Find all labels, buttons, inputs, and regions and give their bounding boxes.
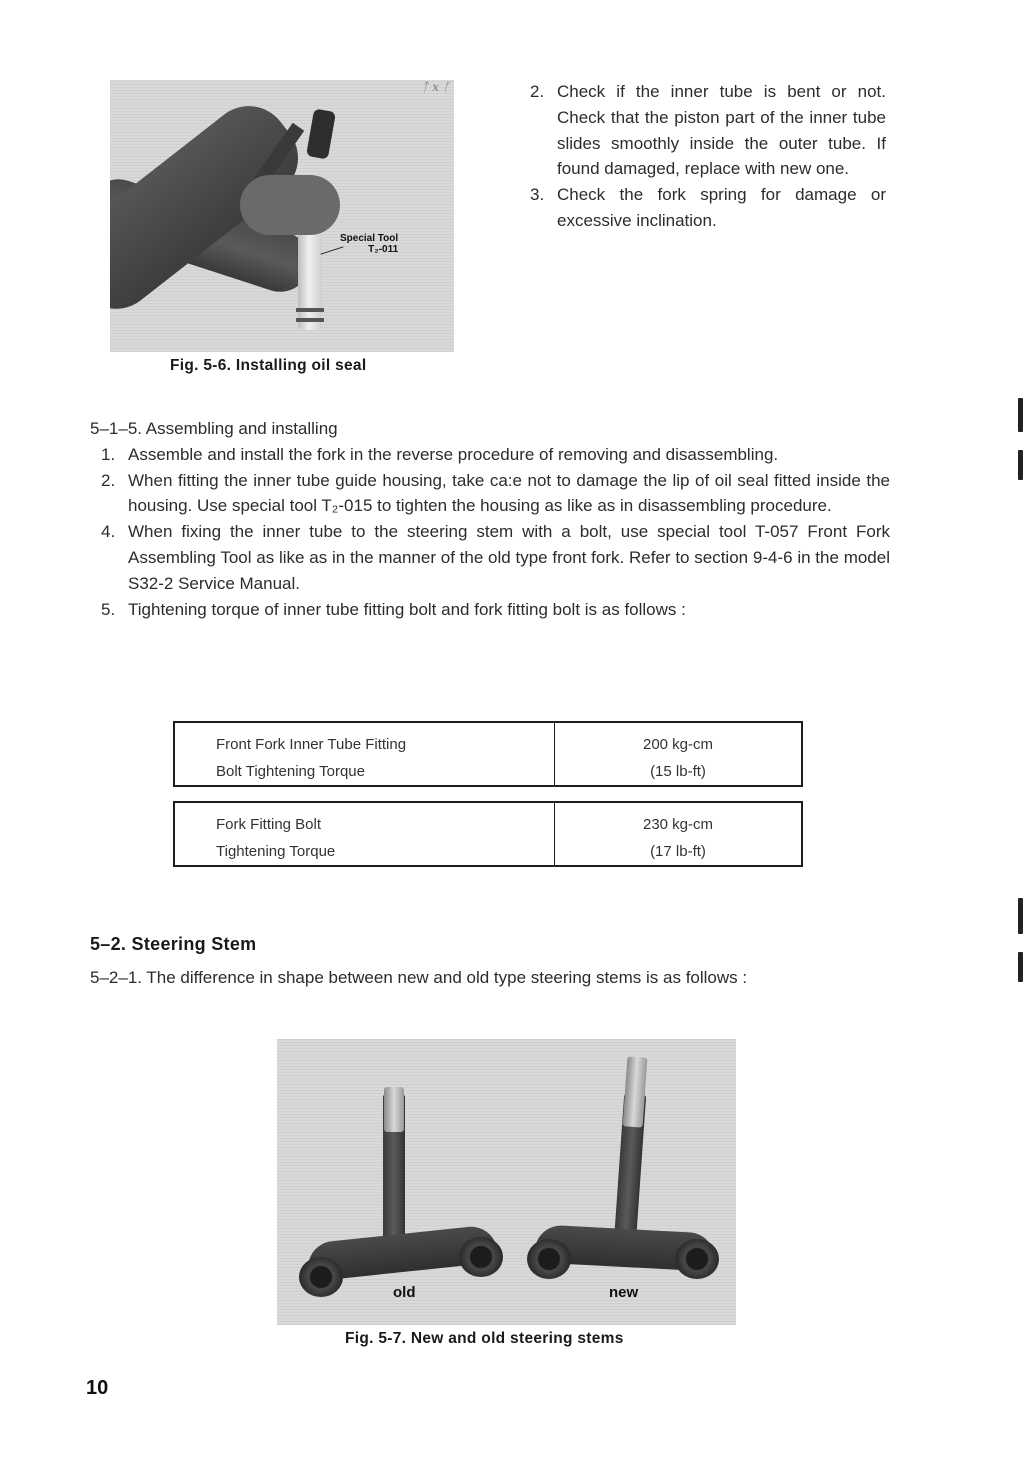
torque-value-imperial: (17 lb-ft) <box>650 842 706 860</box>
item-number: 4. <box>101 522 116 542</box>
binding-edge-mark <box>1018 898 1023 934</box>
torque-label-cell <box>175 723 555 785</box>
list-item <box>530 79 886 182</box>
page-number: 10 <box>86 1377 109 1399</box>
old-stem-right-boss <box>459 1237 503 1277</box>
item-text: Assemble and install the fork in the reverse procedure of removing and disassembling. <box>128 444 779 464</box>
item-text: Check if the inner tube is bent or not. Check that the piston part of the inner tube slides smoothly inside the outer tube. If found damaged, replace with new one. <box>557 82 886 179</box>
torque-label-line2: Bolt Tightening Torque <box>216 762 365 780</box>
figure-5-6-caption: Fig. 5-6. Installing oil seal <box>170 357 367 374</box>
new-stem-right-boss <box>675 1239 719 1279</box>
photo-tool-ring <box>296 318 324 322</box>
item-number: 2. <box>530 82 545 101</box>
item-number: 2. <box>101 470 116 490</box>
torque-value-imperial: (15 lb-ft) <box>650 762 706 780</box>
torque-label-line1: Fork Fitting Bolt <box>216 816 322 833</box>
item-text: Check the fork spring for damage or excessive inclination. <box>557 185 886 230</box>
figure-5-7-caption: Fig. 5-7. New and old steering stems <box>345 1330 624 1347</box>
item-number: 5. <box>101 599 116 619</box>
item-text: When fitting the inner tube guide housing, take ca:e not to damage the lip of oil seal fitted inside the housing. Use special tool T₂-015 to tighten the housing as like as in disassembling procedure. <box>128 470 890 516</box>
figure-5-6-photo <box>110 80 454 352</box>
binding-edge-mark <box>1018 398 1023 432</box>
new-stem-left-boss <box>527 1239 571 1279</box>
torque-label-line1: Front Fork Inner Tube Fitting <box>216 736 407 753</box>
binding-edge-mark <box>1018 952 1023 982</box>
new-stem-label: new <box>609 1284 639 1301</box>
list-item <box>530 182 886 234</box>
old-stem-label: old <box>393 1284 416 1301</box>
binding-edge-mark <box>1018 450 1023 480</box>
inspection-list <box>530 79 886 234</box>
torque-value-metric: 230 kg-cm <box>642 816 714 833</box>
list-item <box>90 597 890 623</box>
torque-value-cell <box>555 723 801 785</box>
item-text: When fixing the inner tube to the steering stem with a bolt, use special tool T-057 Front Fork Assembling Tool as like as in the manner of the old type front fork. Refer to section 9-4-6 in the model S32-2 Service Manual. <box>128 522 890 593</box>
callout-line1: Special Tool <box>340 233 399 244</box>
handwritten-mark: ᛏ x ᚴ <box>421 80 450 94</box>
torque-label-cell <box>175 803 555 865</box>
photo-hand <box>240 175 340 235</box>
old-stem-left-boss <box>299 1257 343 1297</box>
section-5-1-5 <box>90 416 890 622</box>
photo-tool-ring <box>296 308 324 312</box>
special-tool-callout <box>340 233 398 255</box>
callout-line2: T₂-011 <box>368 244 399 255</box>
photo-hammer-head <box>306 108 336 159</box>
list-item <box>90 442 890 468</box>
torque-value-cell <box>555 803 801 865</box>
section-5-2-1-text: 5–2–1. The difference in shape between new and old type steering stems is as follows : <box>90 968 748 987</box>
torque-table-fork-fitting <box>173 801 803 867</box>
torque-table-inner-tube <box>173 721 803 787</box>
list-item <box>90 468 890 520</box>
torque-value-metric: 200 kg-cm <box>642 736 714 753</box>
torque-label-line2: Tightening Torque <box>216 842 336 860</box>
figure-5-7-photo <box>277 1039 736 1325</box>
list-item <box>90 519 890 596</box>
section-heading: 5–1–5. Assembling and installing <box>90 419 338 438</box>
item-text: Tightening torque of inner tube fitting bolt and fork fitting bolt is as follows : <box>128 599 686 619</box>
item-number: 1. <box>101 444 116 464</box>
section-5-2-title: 5–2. Steering Stem <box>90 934 257 954</box>
old-stem-top <box>384 1087 404 1132</box>
item-number: 3. <box>530 185 545 205</box>
